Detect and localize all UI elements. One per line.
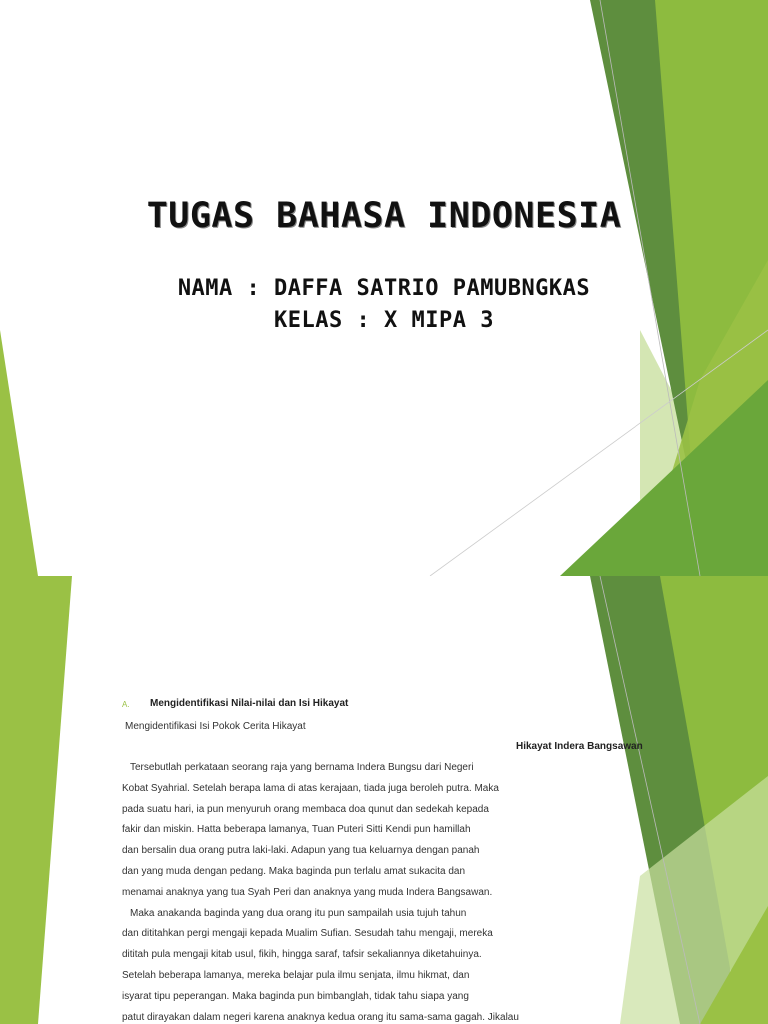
body-line: dititah pula mengaji kitab usul, fikih, hingga saraf, tafsir sekaliannya diketahuinya. [122, 949, 482, 961]
body-line: Setelah beberapa lamanya, mereka belajar pula ilmu senjata, ilmu hikmat, dan [122, 970, 470, 981]
student-name: NAMA : DAFFA SATRIO PAMUBNGKAS [177, 276, 591, 301]
body-line: dan bersalin dua orang putra laki-laki. Adapun yang tua keluarnya dengan panah [122, 845, 480, 857]
section-heading: Mengidentifikasi Nilai-nilai dan Isi Hikayat [150, 698, 349, 709]
body-line: isyarat tipu peperangan. Maka baginda pun bimbanglah, tidak tahu siapa yang [122, 990, 469, 1002]
left-green-triangle [0, 330, 38, 576]
content-slide [0, 576, 768, 1024]
body-line: dan yang muda dengan pedang. Maka baginda pun terlalu amat sukacita dan [122, 866, 466, 877]
student-class: KELAS : X MIPA 3 [274, 308, 494, 333]
body-line: fakir dan miskin. Hatta beberapa lamanya, Tuan Puteri Sitti Kendi pun hamillah [122, 824, 471, 836]
body-line: patut dirayakan dalam negeri karena anaknya kedua orang itu sama-sama gagah. Jikalau [122, 1011, 519, 1023]
section-marker: A. [122, 700, 130, 709]
body-line: dan dititahkan pergi mengaji kepada Mualim Sufian. Sesudah tahu mengaji, mereka [122, 928, 493, 940]
body-line: Maka anakanda baginda yang dua orang itu pun sampailah usia tujuh tahun [130, 907, 467, 919]
sub-heading: Mengidentifikasi Isi Pokok Cerita Hikayat [125, 721, 306, 732]
body-line: Kobat Syahrial. Setelah berapa lama di atas kerajaan, tiada juga beroleh putra. Maka [122, 782, 499, 794]
body-line: pada suatu hari, ia pun menyuruh orang membaca doa qunut dan sedekah kepada [122, 803, 489, 815]
left-green-triangle [0, 576, 72, 1024]
body-line: Tersebutlah perkataan seorang raja yang bernama Indera Bungsu dari Negeri [130, 762, 474, 773]
body-line: menamai anaknya yang tua Syah Peri dan anaknya yang muda Indera Bangsawan. [122, 886, 493, 898]
story-title: Hikayat Indera Bangsawan [516, 741, 643, 752]
page-title: TUGAS BAHASA INDONESIA [146, 196, 622, 236]
